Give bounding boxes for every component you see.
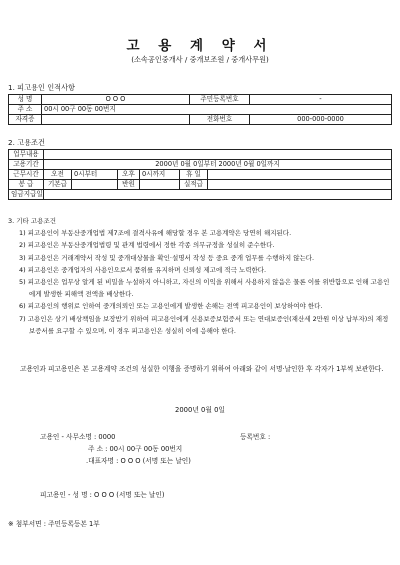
condition-item: 2) 피고용인은 부동산중개업법령 및 관계 법령에서 정한 각종 의무규정을 성실히 준수한다. — [19, 241, 275, 250]
condition-item: 6) 피고용인의 행위로 인하여 중개의뢰인 또는 고용인에게 발생한 손해는 전액 피고용인이 보상하여야 한다. — [19, 302, 323, 311]
employer-registration-label: 등록번호 : — [240, 433, 271, 441]
base-pay-value — [72, 180, 118, 190]
qualification-label: 자격증 — [9, 115, 42, 125]
hours-from-label: 오전 — [44, 170, 72, 180]
section2-heading: 2. 고용조건 — [8, 138, 45, 147]
duty-value — [44, 150, 392, 160]
other-conditions — [8, 215, 394, 337]
condition-item: 4) 피고용인은 중개업자의 사용인으로서 품위를 유지하며 신뢰성 제고에 적극 노력한다. — [19, 265, 267, 274]
employer-address-line: 주 소 : 00시 00구 00동 00번지 — [88, 445, 183, 453]
condition-item: 7) 고용인은 상기 배상책임을 보장받기 위하여 피고용인에게 신용보증보험증서 또는 연대보증인(재산세 2만원 이상 납부자)의 재정보증서를 요구할 수 있으며, 이 경우 피고용인은 성실히 이에 응해야 한다. — [19, 314, 389, 335]
bonus-label: 반원 — [118, 180, 140, 190]
phone-label: 전화번호 — [190, 115, 250, 125]
hours-to-value: 0시까지 — [140, 170, 180, 180]
condition-item: 3) 피고용인은 거래계약서 작성 및 중개대상물을 확인·설명서 작성 등 중요 중개 업무를 수행하지 않는다. — [19, 253, 315, 262]
employment-conditions-table — [8, 149, 392, 200]
section1-heading: 1. 피고용인 인적사항 — [8, 83, 75, 92]
period-label: 고용기간 — [9, 160, 44, 170]
holiday-label: 휴 일 — [180, 170, 208, 180]
payday-value — [44, 190, 392, 200]
name-value: O O O — [42, 95, 190, 105]
document-title: 고 용 계 약 서 — [126, 38, 274, 54]
table-row — [9, 190, 392, 200]
resident-number-label: 주민등록번호 — [190, 95, 250, 105]
period-value: 2000년 0월 0일부터 2000년 0월 0일까지 — [44, 160, 392, 170]
hours-label: 근무시간 — [9, 170, 44, 180]
table-row — [9, 115, 392, 125]
base-pay-label: 기본급 — [44, 180, 72, 190]
employer-office-line: 고용인 - 사무소명 : 0000 — [40, 433, 116, 441]
closing-statement: 고용인과 피고용인은 본 고용계약 조건의 성실한 이행을 증명하기 위하여 아래와 같이 서명·날인한 후 각자가 1부씩 보관한다. — [20, 365, 384, 373]
table-row — [9, 160, 392, 170]
condition-item: 5) 피고용인은 업무상 알게 된 비밀을 누설하지 아니하고, 자신의 이익을 위해서 사용하지 않음은 물론 이를 위반함으로 인해 고용인에게 발생한 피해액 전액을 배상한다. — [19, 278, 390, 299]
holiday-value — [208, 170, 392, 180]
table-row — [9, 180, 392, 190]
attachment-note: ※ 첨부서면 : 주민등록등본 1부 — [8, 520, 100, 528]
address-label: 주 소 — [9, 105, 42, 115]
table-row — [9, 170, 392, 180]
hours-from-value: 0시부터 — [72, 170, 118, 180]
employee-info-table — [8, 94, 392, 125]
resident-number-value: - — [250, 95, 392, 105]
address-value: 00시 00구 00동 00번지 — [42, 105, 392, 115]
document-subtitle: (소속공인중개사 / 중개보조원 / 중개사무원) — [131, 55, 269, 64]
bonus-value — [140, 180, 180, 190]
table-row — [9, 150, 392, 160]
contract-date: 2000년 0월 0일 — [175, 406, 225, 414]
phone-value: 000-000-0000 — [250, 115, 392, 125]
pay-label: 봉 급 — [9, 180, 44, 190]
duty-label: 업무내용 — [9, 150, 44, 160]
name-label: 성 명 — [9, 95, 42, 105]
employer-representative-line: .대표자명 : O O O (서명 또는 날인) — [86, 457, 191, 465]
hours-to-label: 오후 — [118, 170, 140, 180]
condition-item: 1) 피고용인이 부동산중개업법 제7조에 결격사유에 해당할 경우 본 고용계약은 당연히 해지된다. — [19, 229, 292, 238]
payday-label: 임금지급일 — [9, 190, 44, 200]
table-row — [9, 95, 392, 105]
section3-heading: 3. 기타 고용조건 — [8, 217, 57, 225]
qualification-value — [42, 115, 190, 125]
actual-pay-label: 실적급 — [180, 180, 208, 190]
table-row — [9, 105, 392, 115]
actual-pay-value — [208, 180, 392, 190]
employee-signature-line: 피고용인 - 성 명 : O O O (서명 또는 날인) — [40, 491, 165, 499]
